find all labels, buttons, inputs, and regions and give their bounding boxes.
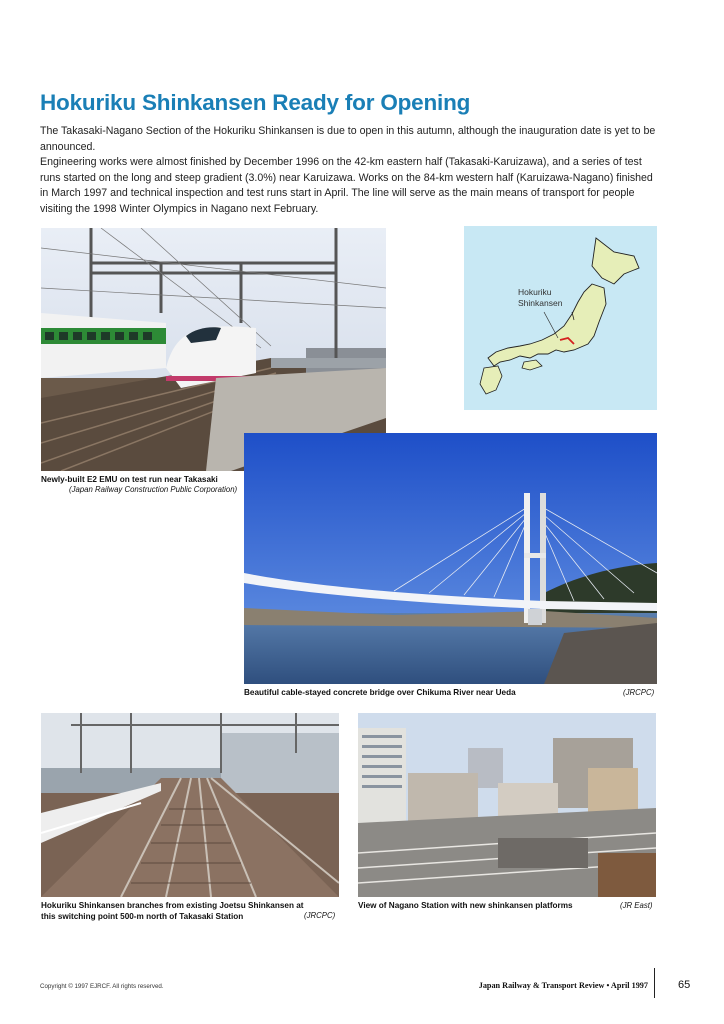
paragraph-2: Engineering works were almost finished by December 1996 on the 42-km eastern half (Takasaki-Karuizawa), and a series of test runs started on the long and steep gradient (3.0%) near Karuizawa. Works on the 84-km western half (Karuizawa-Nagano) finished in March 1997 and technical inspection and test runs start in April. The line will serve as the main means of transport for people visiting the 1998 Winter Olympics in Nagano next February. xyxy=(40,156,653,215)
copyright-notice: Copyright © 1997 EJRCF. All rights reserved. xyxy=(40,983,164,990)
train-credit: (Japan Railway Construction Public Corporation) xyxy=(69,485,238,494)
tracks-caption-line2: this switching point 500-m north of Takasaki Station xyxy=(41,911,244,921)
journal-title: Japan Railway & Transport Review • April 1997 xyxy=(478,981,648,990)
map-label-line2: Shinkansen xyxy=(518,298,563,308)
map-label-line1: Hokuriku xyxy=(518,287,552,297)
map-label xyxy=(518,287,562,309)
train-caption: Newly-built E2 EMU on test run near Takasaki xyxy=(41,475,218,484)
article-title: Hokuriku Shinkansen Ready for Opening xyxy=(40,90,471,115)
tracks-photo xyxy=(41,713,339,897)
bridge-credit: (JRCPC) xyxy=(623,688,655,697)
tracks-caption-line1: Hokuriku Shinkansen branches from existing Joetsu Shinkansen at xyxy=(41,901,304,910)
tracks-credit: (JRCPC) xyxy=(304,911,336,920)
japan-map xyxy=(464,226,657,410)
station-photo xyxy=(358,713,656,897)
bridge-photo xyxy=(244,433,657,684)
station-credit: (JR East) xyxy=(620,901,653,910)
tracks-caption xyxy=(41,901,304,922)
bridge-caption: Beautiful cable-stayed concrete bridge over Chikuma River near Ueda xyxy=(244,688,516,697)
station-caption: View of Nagano Station with new shinkansen platforms xyxy=(358,901,573,910)
footer-divider xyxy=(654,968,655,998)
article-body xyxy=(40,124,658,217)
page-number: 65 xyxy=(678,979,691,991)
paragraph-1: The Takasaki-Nagano Section of the Hokuriku Shinkansen is due to open in this autumn, although the inauguration date is yet to be announced. xyxy=(40,125,656,153)
